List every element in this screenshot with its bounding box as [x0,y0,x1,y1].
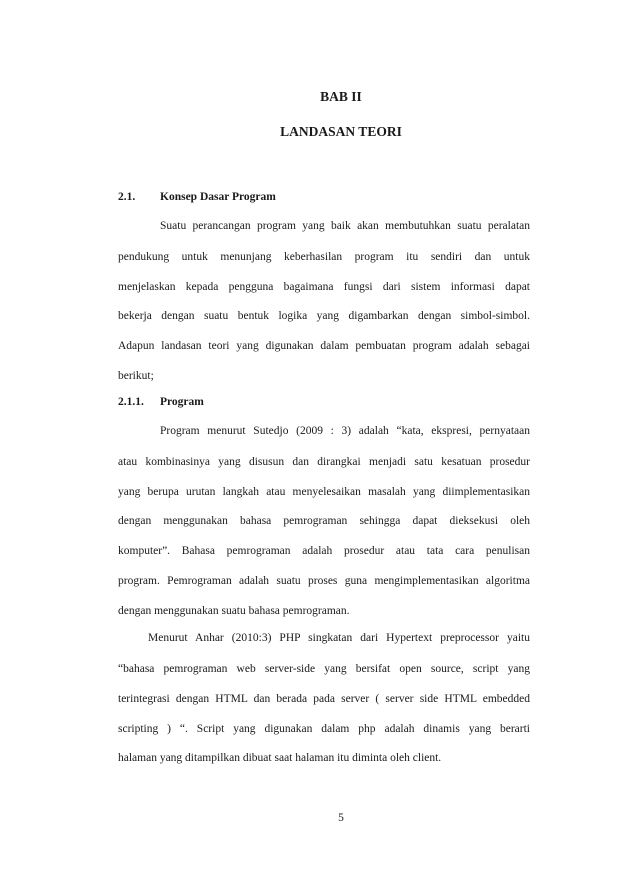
paragraph-line: dengan menggunakan bahasa pemrograman sehingga dapat dieksekusi oleh [118,515,530,527]
paragraph-line: bekerja dengan suatu bentuk logika yang digambarkan dengan simbol-simbol. [118,310,530,322]
paragraph-line: terintegrasi dengan HTML dan berada pada server ( server side HTML embedded [118,693,530,705]
page-number: 5 [338,812,344,824]
subsection-title: Program [160,396,204,408]
paragraph-line: Menurut Anhar (2010:3) PHP singkatan dari Hypertext preprocessor yaitu [148,632,530,644]
paragraph-line: “bahasa pemrograman web server-side yang bersifat open source, script yang [118,663,530,675]
paragraph-line: pendukung untuk menunjang keberhasilan program itu sendiri dan untuk [118,251,530,263]
subsection-heading [118,396,204,408]
paragraph-line: scripting ) “. Script yang digunakan dalam php adalah dinamis yang berarti [118,723,530,735]
paragraph-line: dengan menggunakan suatu bahasa pemrograman. [118,605,350,617]
section-number: 2.1. [118,191,136,203]
paragraph-line: program. Pemrograman adalah suatu proses guna mengimplementasikan algoritma [118,575,530,587]
chapter-label: BAB II [320,89,362,104]
section-title: Konsep Dasar Program [160,191,276,203]
chapter-title: LANDASAN TEORI [280,124,402,139]
subsection-number: 2.1.1. [118,396,144,408]
paragraph-line: yang berupa urutan langkah atau menyelesaikan masalah yang diimplementasikan [118,486,530,498]
paragraph-line: komputer”. Bahasa pemrograman adalah prosedur atau tata cara penulisan [118,545,530,557]
paragraph-line: halaman yang ditampilkan dibuat saat halaman itu diminta oleh client. [118,752,442,764]
paragraph-line: Suatu perancangan program yang baik akan membutuhkan suatu peralatan [160,220,530,232]
paragraph-line: Adapun landasan teori yang digunakan dalam pembuatan program adalah sebagai [118,340,530,352]
paragraph-line: berikut; [118,370,154,382]
section-heading [118,191,276,203]
paragraph-line: menjelaskan kepada pengguna bagaimana fungsi dari sistem informasi dapat [118,281,530,293]
paragraph-line: Program menurut Sutedjo (2009 : 3) adalah “kata, ekspresi, pernyataan [160,425,530,437]
paragraph-line: atau kombinasinya yang disusun dan dirangkai menjadi satu kesatuan prosedur [118,456,530,468]
